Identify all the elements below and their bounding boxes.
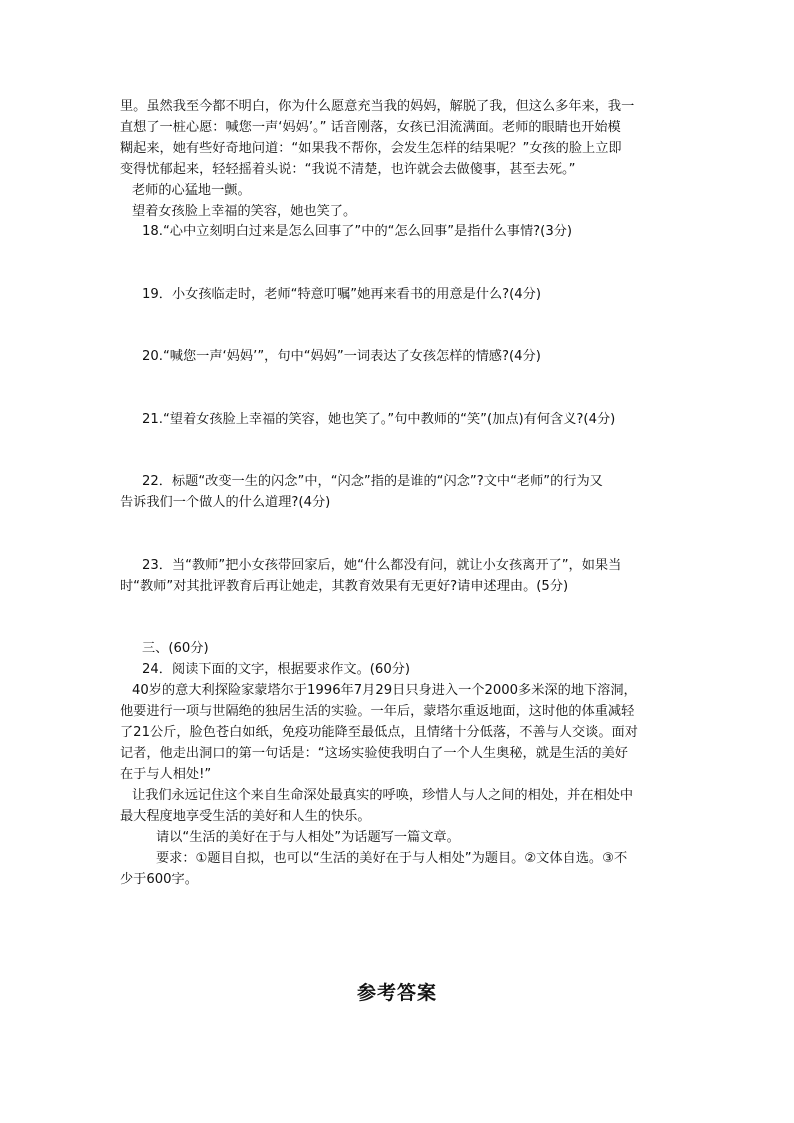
question-23: 23．当“教师”把小女孩带回家后，她“什么都没有问，就让小女孩离开了”，如果当 bbox=[142, 558, 622, 573]
question-22: 22．标题“改变一生的闪念”中，“闪念”指的是谁的“闪念”?文中“老师”的行为又 bbox=[142, 474, 603, 489]
essay-requirements: 要求：①题目自拟，也可以“生活的美好在于与人相处”为题目。②文体自选。③不 bbox=[156, 851, 628, 866]
question-18: 18.“心中立刻明白过来是怎么回事了”中的“怎么回事”是指什么事情?(3分) bbox=[142, 224, 573, 239]
story-line: 变得忧郁起来，轻轻摇着头说：“我说不清楚，也许就会去做傻事，甚至去死。” bbox=[120, 162, 576, 177]
essay-prompt: 请以“生活的美好在于与人相处”为话题写一篇文章。 bbox=[156, 830, 460, 845]
answers-title: 参考答案 bbox=[356, 982, 437, 1004]
essay-passage-line: 让我们永远记住这个来自生命深处最真实的呼唤，珍惜人与人之间的相处，并在相处中 bbox=[132, 788, 634, 803]
essay-passage-line: 他要进行一项与世隔绝的独居生活的实验。一年后，蒙塔尔重返地面，这时他的体重减轻 bbox=[120, 704, 635, 719]
question-20: 20.“喊您一声‘妈妈’”，句中“妈妈”一词表达了女孩怎样的情感?(4分) bbox=[142, 349, 541, 364]
section-3-heading: 三、(60分) bbox=[142, 641, 209, 656]
essay-passage-line: 在于与人相处!” bbox=[120, 767, 212, 782]
story-line: 糊起来，她有些好奇地问道：“如果我不帮你，会发生怎样的结果呢？”女孩的脸上立即 bbox=[120, 141, 622, 156]
story-line: 里。虽然我至今都不明白，你为什么愿意充当我的妈妈，解脱了我，但这么多年来，我一 bbox=[120, 99, 635, 114]
essay-passage-line: 40岁的意大利探险家蒙塔尔于1996年7月29日只身进入一个2000多米深的地下溶洞， bbox=[132, 683, 637, 698]
essay-passage-line: 记者，他走出洞口的第一句话是：“这场实验使我明白了一个人生奥秘，就是生活的美好 bbox=[120, 746, 628, 761]
story-line: 望着女孩脸上幸福的笑容，她也笑了。 bbox=[132, 204, 357, 219]
essay-passage-line: 了21公斤，脸色苍白如纸，免疫功能降至最低点，且情绪十分低落，不善与人交谈。面对 bbox=[120, 725, 638, 740]
story-line: 直想了一桩心愿：喊您一声‘妈妈’。” 话音刚落，女孩已泪流满面。老师的眼睛也开始模 bbox=[120, 120, 621, 135]
question-23-cont: 时“教师”对其批评教育后再让她走，其教育效果有无更好?请申述理由。(5分) bbox=[120, 579, 569, 594]
question-24: 24．阅读下面的文字，根据要求作文。(60分) bbox=[142, 662, 411, 677]
story-line: 老师的心猛地一颤。 bbox=[132, 183, 251, 198]
question-21: 21.“望着女孩脸上幸福的笑容，她也笑了。”句中教师的“笑”(加点)有何含义?(4分) bbox=[142, 412, 616, 427]
essay-passage-line: 最大程度地享受生活的美好和人生的快乐。 bbox=[120, 809, 371, 824]
essay-requirements-cont: 少于600字。 bbox=[120, 872, 198, 887]
question-19: 19．小女孩临走时，老师“特意叮嘱”她再来看书的用意是什么?(4分) bbox=[142, 287, 541, 302]
question-22-cont: 告诉我们一个做人的什么道理?(4分) bbox=[120, 495, 331, 510]
